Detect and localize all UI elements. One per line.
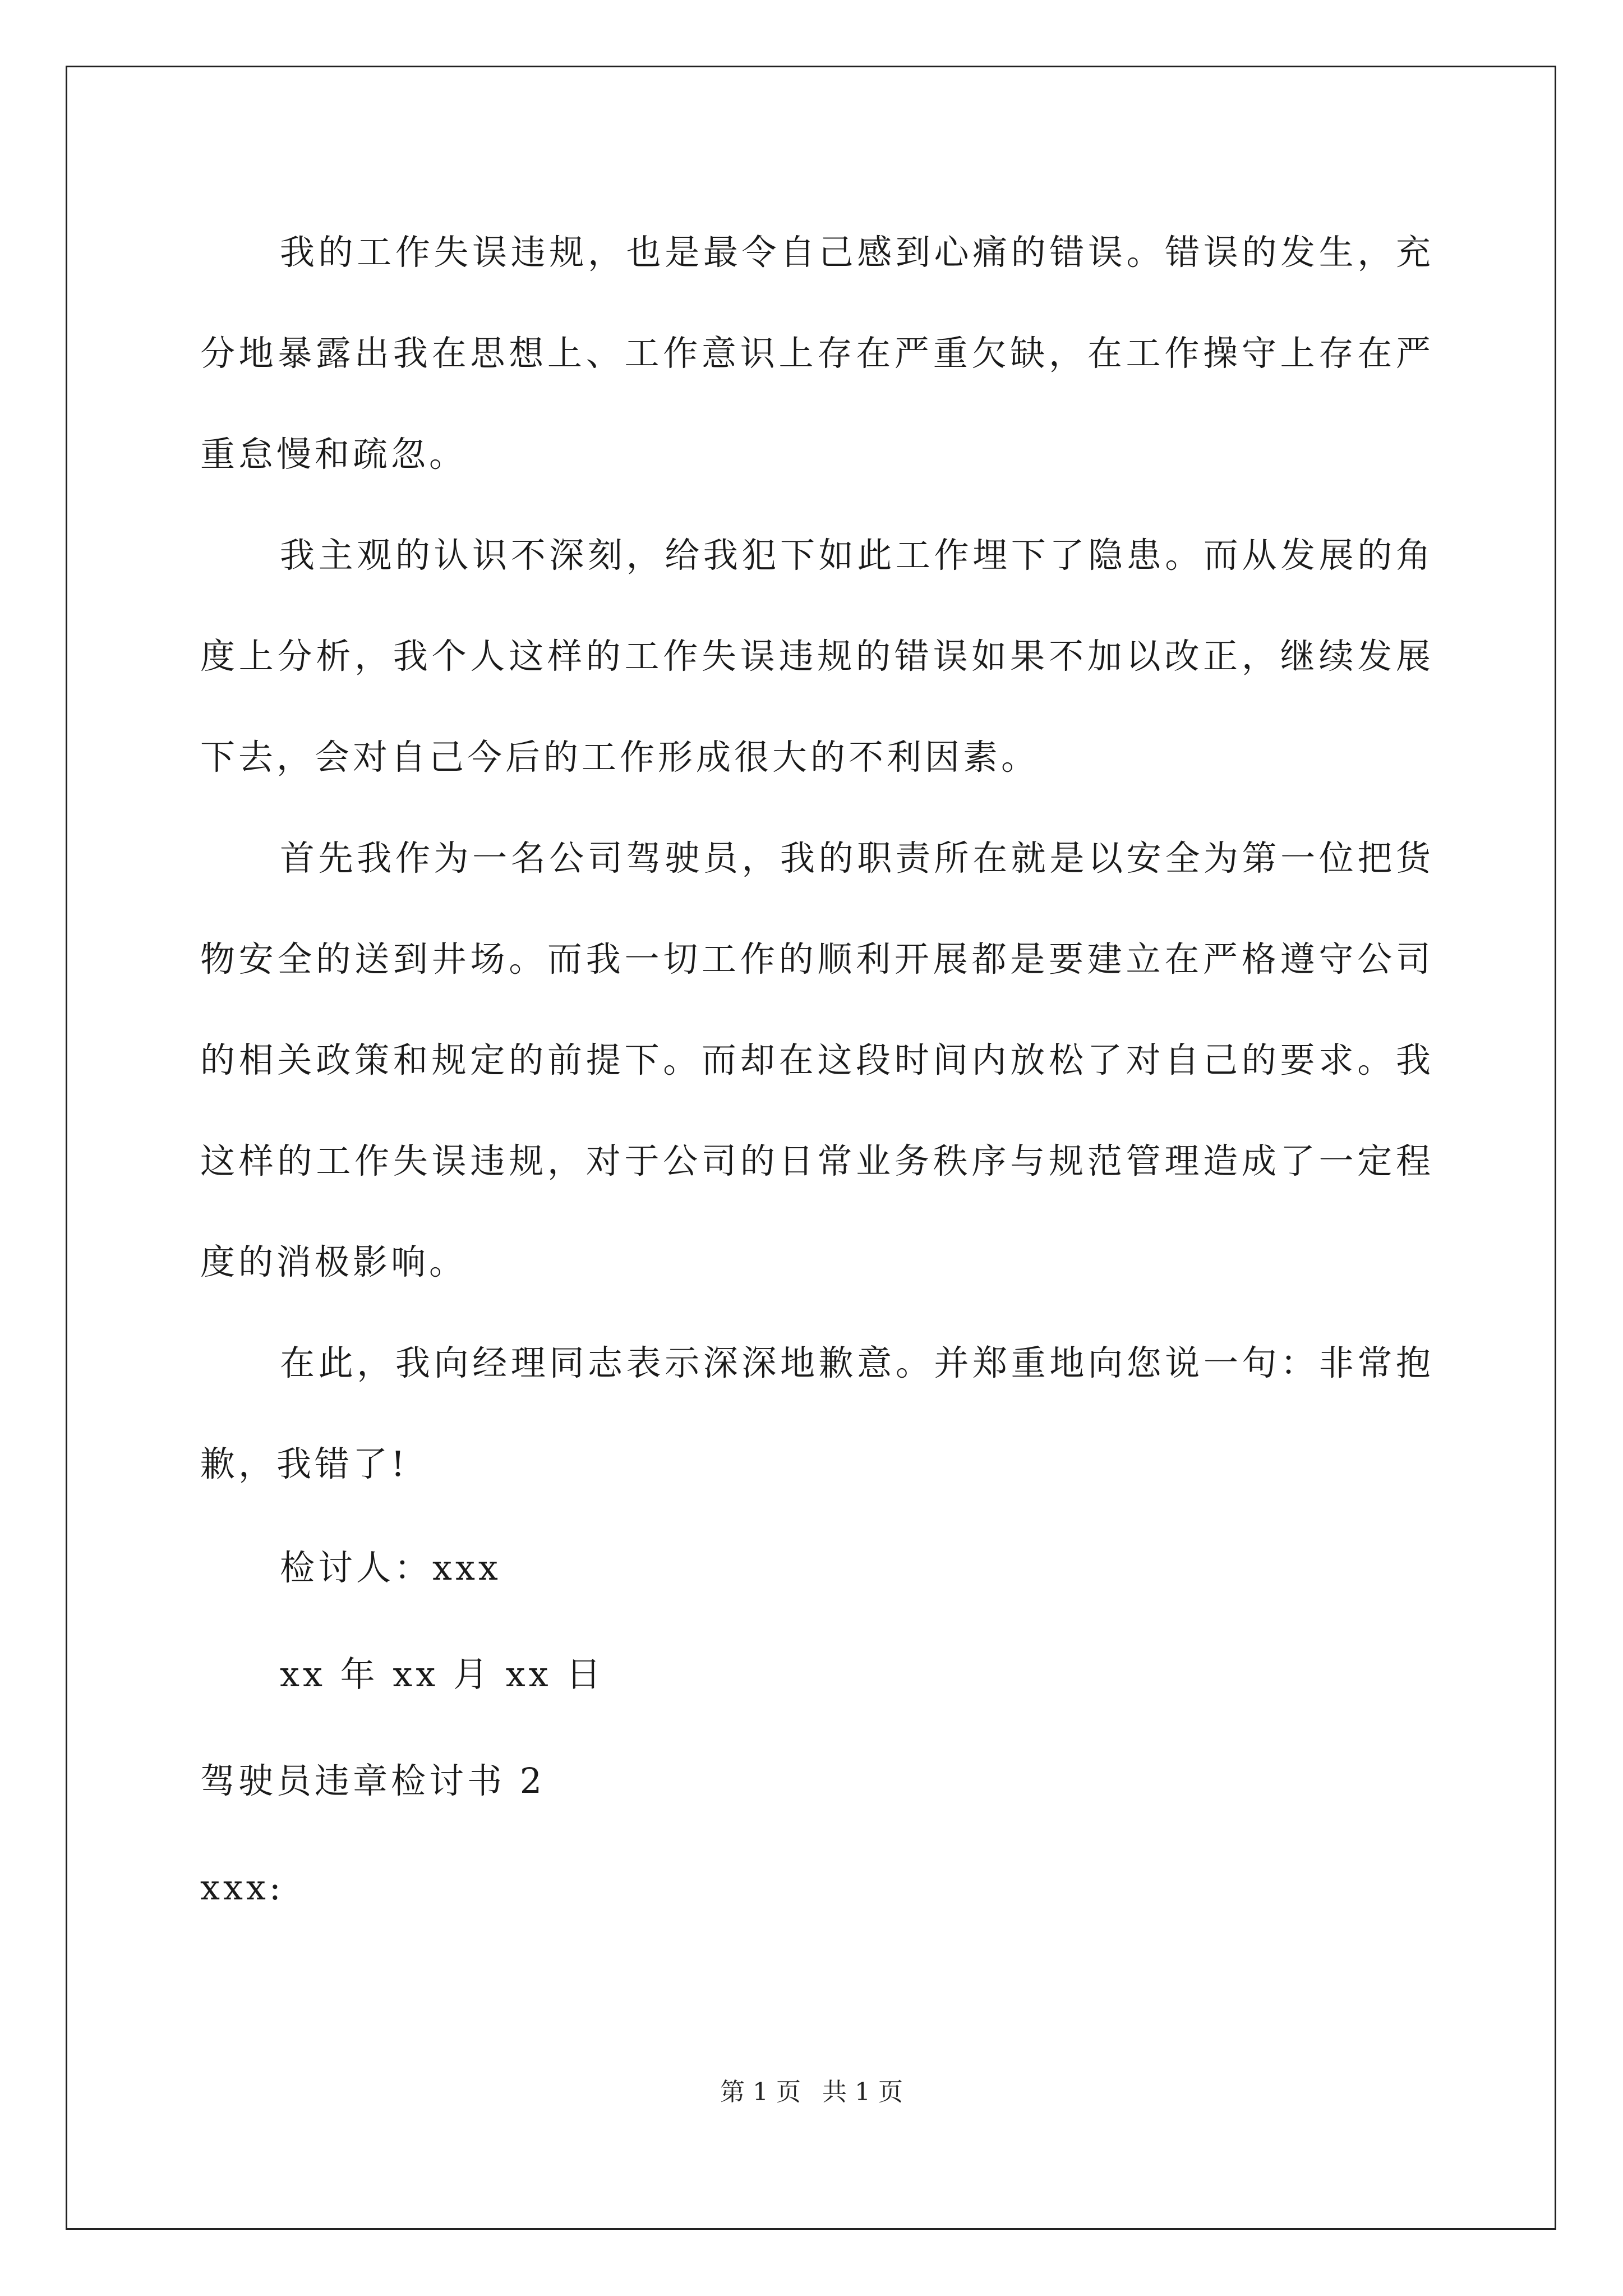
page-number-total: 共 1 页 (822, 2078, 903, 2106)
next-document-title: 驾驶员违章检讨书 2 (200, 1760, 546, 1801)
page-footer (0, 2076, 1623, 2109)
document-body (200, 202, 1434, 1941)
paragraph-4: 在此，我向经理同志表示深深地歉意。并郑重地向您说一句：非常抱歉，我错了! (200, 1342, 1434, 1484)
paragraph-2: 我主观的认识不深刻，给我犯下如此工作埋下了隐患。而从发展的角度上分析，我个人这样的工作失误违规的错误如果不加以改正，继续发展下去，会对自己今后的工作形成很大的不利因素。 (200, 535, 1434, 777)
signer-line: 检讨人：xxx (280, 1547, 501, 1588)
paragraph-3: 首先我作为一名公司驾驶员，我的职责所在就是以安全为第一位把货物安全的送到井场。而我一切工作的顺利开展都是要建立在严格遵守公司的相关政策和规定的前提下。而却在这段时间内放松了对自己的要求。我这样的工作失误违规，对于公司的日常业务秩序与规范管理造成了一定程度的消极影响。 (200, 838, 1434, 1282)
salutation: xxx: (200, 1867, 284, 1908)
page-number-current: 第 1 页 (720, 2078, 801, 2106)
date-line: xx 年 xx 月 xx 日 (280, 1654, 605, 1695)
paragraph-1: 我的工作失误违规，也是最令自己感到心痛的错误。错误的发生，充分地暴露出我在思想上、工作意识上存在严重欠缺，在工作操守上存在严重怠慢和疏忽。 (200, 232, 1434, 475)
